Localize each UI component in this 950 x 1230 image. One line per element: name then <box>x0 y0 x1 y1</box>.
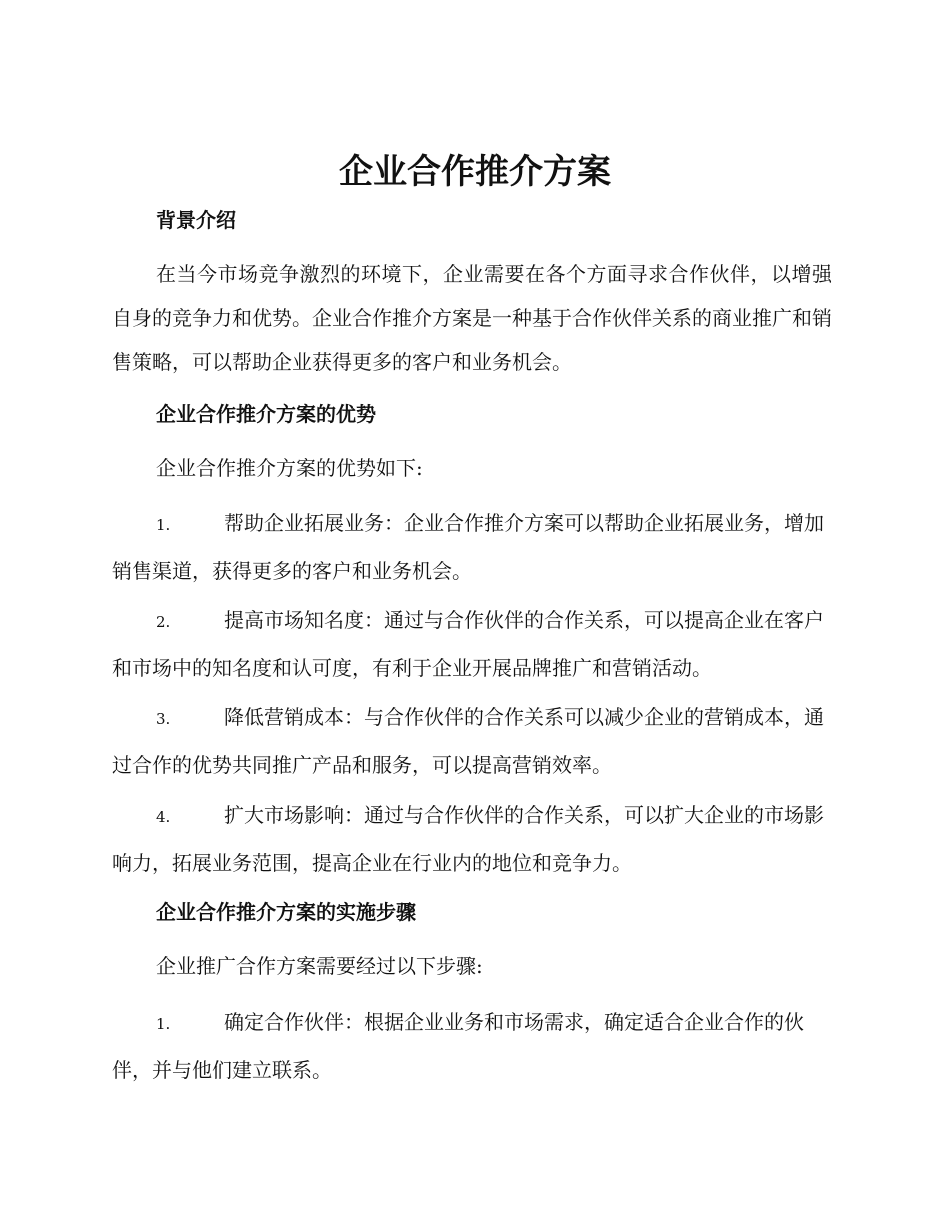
steps-intro: 企业推广合作方案需要经过以下步骤: <box>156 954 483 978</box>
advantage-item-1 <box>112 500 834 594</box>
advantage-item-4 <box>112 792 834 886</box>
list-number: 2. <box>156 613 171 631</box>
section-heading-background: 背景介绍 <box>156 208 236 232</box>
list-number: 3. <box>156 710 171 728</box>
list-item-text: 降低营销成本：与合作伙伴的合作关系可以减少企业的营销成本，通过合作的优势共同推广产品和服务，可以提高营销效率。 <box>112 705 824 777</box>
list-item-text: 确定合作伙伴：根据企业业务和市场需求，确定适合企业合作的伙伴，并与他们建立联系。 <box>112 1010 804 1082</box>
background-paragraph: 在当今市场竞争激烈的环境下，企业需要在各个方面寻求合作伙伴，以增强自身的竞争力和优势。企业合作推介方案是一种基于合作伙伴关系的商业推广和销售策略，可以帮助企业获得更多的客户和业务机会。 <box>112 262 832 374</box>
list-number: 1. <box>156 1015 171 1033</box>
list-item-text: 扩大市场影响：通过与合作伙伴的合作关系，可以扩大企业的市场影响力，拓展业务范围，提高企业在行业内的地位和竞争力。 <box>112 803 824 875</box>
step-item-1 <box>112 999 834 1093</box>
list-item-text: 帮助企业拓展业务：企业合作推介方案可以帮助企业拓展业务，增加销售渠道，获得更多的客户和业务机会。 <box>112 511 824 583</box>
advantage-item-3 <box>112 694 834 788</box>
section-heading-advantages: 企业合作推介方案的优势 <box>156 402 376 426</box>
list-number: 4. <box>156 808 171 826</box>
section-heading-steps: 企业合作推介方案的实施步骤 <box>156 900 416 924</box>
advantages-intro: 企业合作推介方案的优势如下: <box>156 456 423 480</box>
document-title: 企业合作推介方案 <box>339 152 611 192</box>
list-item-text: 提高市场知名度：通过与合作伙伴的合作关系，可以提高企业在客户和市场中的知名度和认可度，有利于企业开展品牌推广和营销活动。 <box>112 608 824 680</box>
advantage-item-2 <box>112 597 834 691</box>
list-number: 1. <box>156 516 171 534</box>
